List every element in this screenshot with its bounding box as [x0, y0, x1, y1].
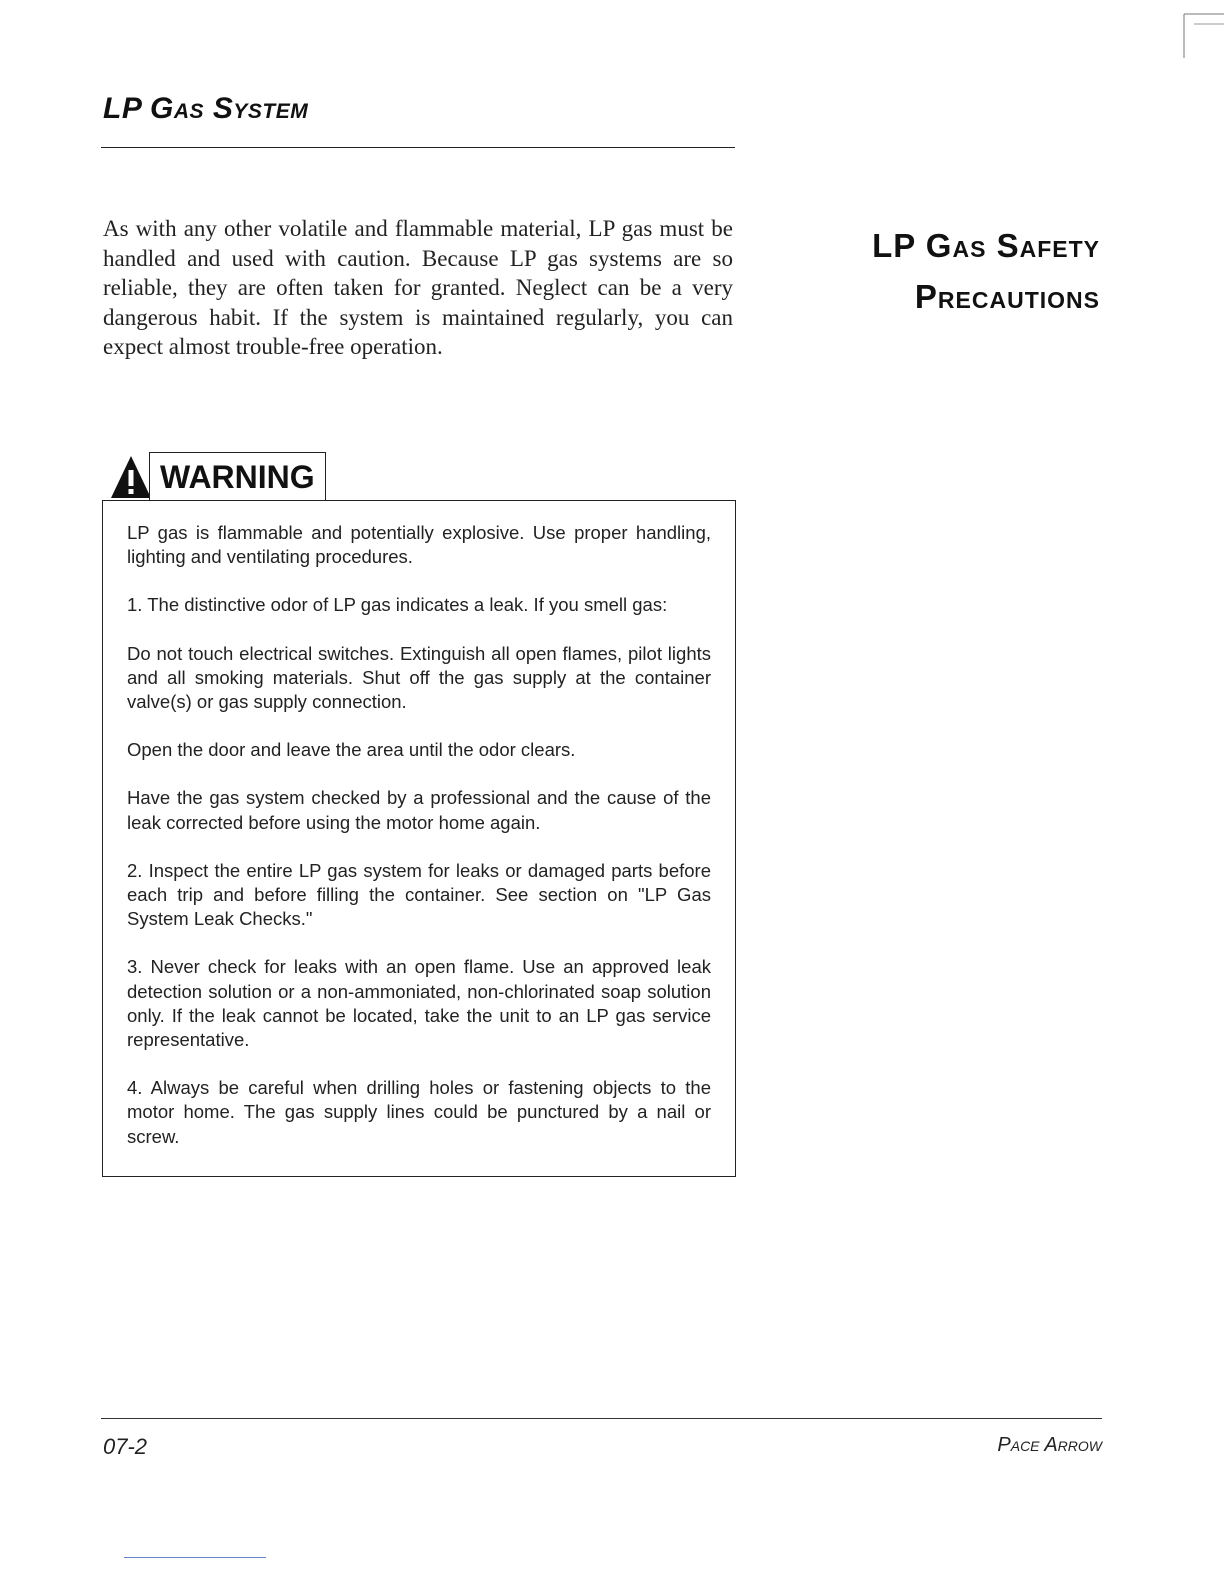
warning-triangle-icon — [109, 454, 153, 500]
side-heading-line2: Precautions — [914, 278, 1100, 315]
warning-paragraph: 1. The distinctive odor of LP gas indicates a leak. If you smell gas: — [127, 594, 668, 616]
bottom-scan-mark — [124, 1557, 266, 1558]
warning-paragraph: Open the door and leave the area until the odor clears. — [127, 739, 576, 761]
warning-label — [109, 452, 326, 500]
warning-paragraph: LP gas is flammable and potentially explosive. Use proper handling, lighting and ventilating procedures. — [127, 522, 711, 568]
footer-divider — [101, 1418, 1102, 1419]
title-divider — [101, 147, 735, 148]
warning-paragraph: Have the gas system checked by a professional and the cause of the leak corrected before using the motor home again. — [127, 787, 711, 833]
section-title: LP Gas System — [103, 92, 309, 125]
warning-box — [102, 500, 736, 1177]
page-number: 07-2 — [103, 1434, 148, 1459]
warning-paragraph: 2. Inspect the entire LP gas system for leaks or damaged parts before each trip and before filling the container. See section on "LP Gas System Leak Checks." — [127, 859, 711, 930]
warning-word: WARNING — [149, 452, 326, 500]
side-heading — [740, 220, 1100, 322]
edge-tab-mark — [1180, 0, 1224, 60]
warning-paragraph: 4. Always be careful when drilling holes or fastening objects to the motor home. The gas supply lines could be punctured by a nail or screw. — [127, 1077, 711, 1147]
publication-title: Pace Arrow — [997, 1434, 1102, 1456]
warning-paragraph: 3. Never check for leaks with an open flame. Use an approved leak detection solution or a non-ammoniated, non-chlorinated soap solution only. If the leak cannot be located, take the unit to an LP gas service representative. — [127, 956, 711, 1051]
side-heading-line1: LP Gas Safety — [872, 227, 1100, 264]
warning-paragraph: Do not touch electrical switches. Extinguish all open flames, pilot lights and all smoking materials. Shut off the gas supply at the container valve(s) or gas supply connection. — [127, 642, 711, 713]
intro-paragraph: As with any other volatile and flammable material, LP gas must be handled and used with caution. Because LP gas systems are so reliable, they are often taken for granted. Neglect can be a very dangerous habit. If the system is maintained regularly, you can expect almost trouble-free operation. — [103, 216, 733, 359]
